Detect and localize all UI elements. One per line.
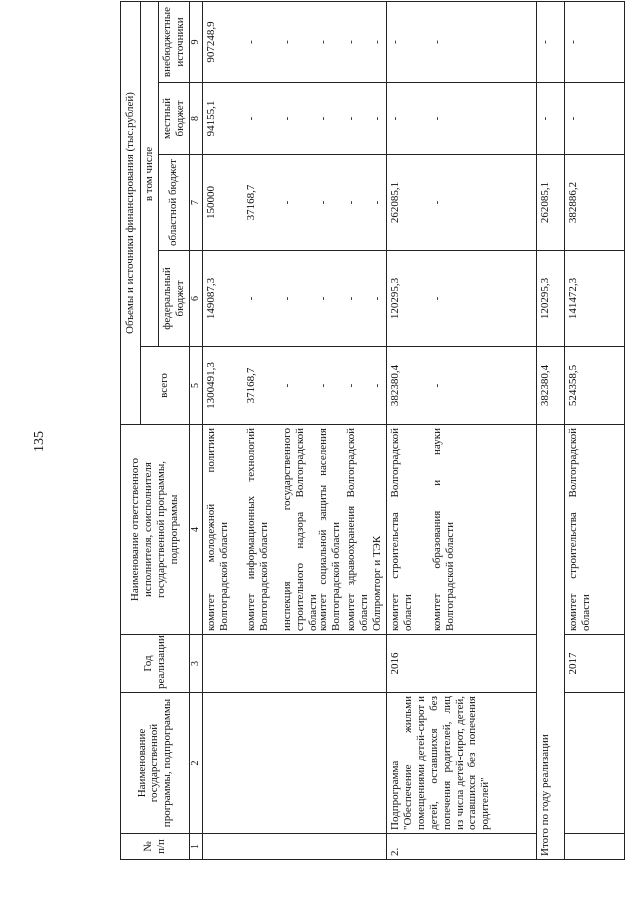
- summary-federal: 120295,3: [536, 251, 564, 347]
- table-row: [386, 1, 536, 859]
- summary-row: [536, 1, 564, 859]
- regional-cell: 262085,1 -: [386, 155, 536, 251]
- header-local: местный бюджет: [158, 83, 189, 155]
- summary-extrabudget: -: [536, 1, 564, 82]
- table-row: [564, 1, 624, 859]
- summary-regional: 262085,1: [536, 155, 564, 251]
- colnum-4: 4: [189, 425, 202, 635]
- total-cell: 382380,4 -: [386, 347, 536, 425]
- summary-total: 382380,4: [536, 347, 564, 425]
- header-executor: Наименование ответственного исполнителя, соисполнителя государственной программы, подпрограммы: [121, 425, 190, 635]
- page-number: 135: [32, 431, 47, 452]
- summary-label: Итого по году реализации: [536, 425, 564, 860]
- regional-cell: 382886,2: [564, 155, 624, 251]
- header-row-1: [121, 1, 141, 859]
- row-year: 2017: [564, 635, 624, 693]
- federal-cell: 149087,3 - - - - -: [202, 251, 386, 347]
- executor-cell: комитет молодежной политики Волгоградской области комитет информационных технологий Волгоградской области инспекция государственного строительного надзора Волгоградской области комитет социальной защиты населения Волгоградской области комитет здравоохранения Волгоградской области Облпромторг и ТЭК: [202, 425, 386, 635]
- regional-cell: 150000 37168,7 - - - -: [202, 155, 386, 251]
- header-total: всего: [141, 347, 190, 425]
- colnum-6: 6: [189, 251, 202, 347]
- local-cell: 94155,1 - - - - -: [202, 83, 386, 155]
- federal-cell: 120295,3 -: [386, 251, 536, 347]
- header-name: Наименование государственной программы, подпрограммы: [121, 693, 190, 834]
- total-cell: 1300491,3 37168,7 - - - -: [202, 347, 386, 425]
- header-num: № п/п: [121, 834, 190, 860]
- colnum-9: 9: [189, 1, 202, 82]
- funding-table-sheet: [120, 2, 640, 860]
- header-funding: Объемы и источники финансирования (тыс.рублей): [121, 1, 141, 424]
- row-year: 2016: [386, 635, 536, 693]
- header-year: Год реализации: [121, 635, 190, 693]
- executor-cell: комитет строительства Волгоградской области комитет образования и науки Волгоградской области: [386, 425, 536, 635]
- colnum-8: 8: [189, 83, 202, 155]
- colnum-5: 5: [189, 347, 202, 425]
- row-number: 2.: [386, 834, 536, 860]
- total-cell: 524358,5: [564, 347, 624, 425]
- header-federal: федеральный бюджет: [158, 251, 189, 347]
- extrabudget-cell: -: [564, 1, 624, 82]
- header-extrabudget: внебюджетные источники: [158, 1, 189, 82]
- header-regional: областной бюджет: [158, 155, 189, 251]
- executor-cell: комитет строительства Волгоградской области: [564, 425, 624, 635]
- summary-local: -: [536, 83, 564, 155]
- colnum-7: 7: [189, 155, 202, 251]
- local-cell: - -: [386, 83, 536, 155]
- funding-table: [120, 1, 625, 860]
- colnum-1: 1: [189, 834, 202, 860]
- subprogram-name: Подпрограмма "Обеспечение жильми помещениями детей-сирот и детей, оставшихся без попечения родителей, лиц из числа детей-сирот, детей, оставшихся без попечения родителей": [386, 693, 536, 834]
- extrabudget-cell: 907248,9 - - - - -: [202, 1, 386, 82]
- colnum-2: 2: [189, 693, 202, 834]
- table-row: [202, 1, 386, 859]
- column-number-row: [189, 1, 202, 859]
- extrabudget-cell: - -: [386, 1, 536, 82]
- federal-cell: 141472,3: [564, 251, 624, 347]
- header-including: в том числе: [141, 1, 159, 346]
- local-cell: -: [564, 83, 624, 155]
- colnum-3: 3: [189, 635, 202, 693]
